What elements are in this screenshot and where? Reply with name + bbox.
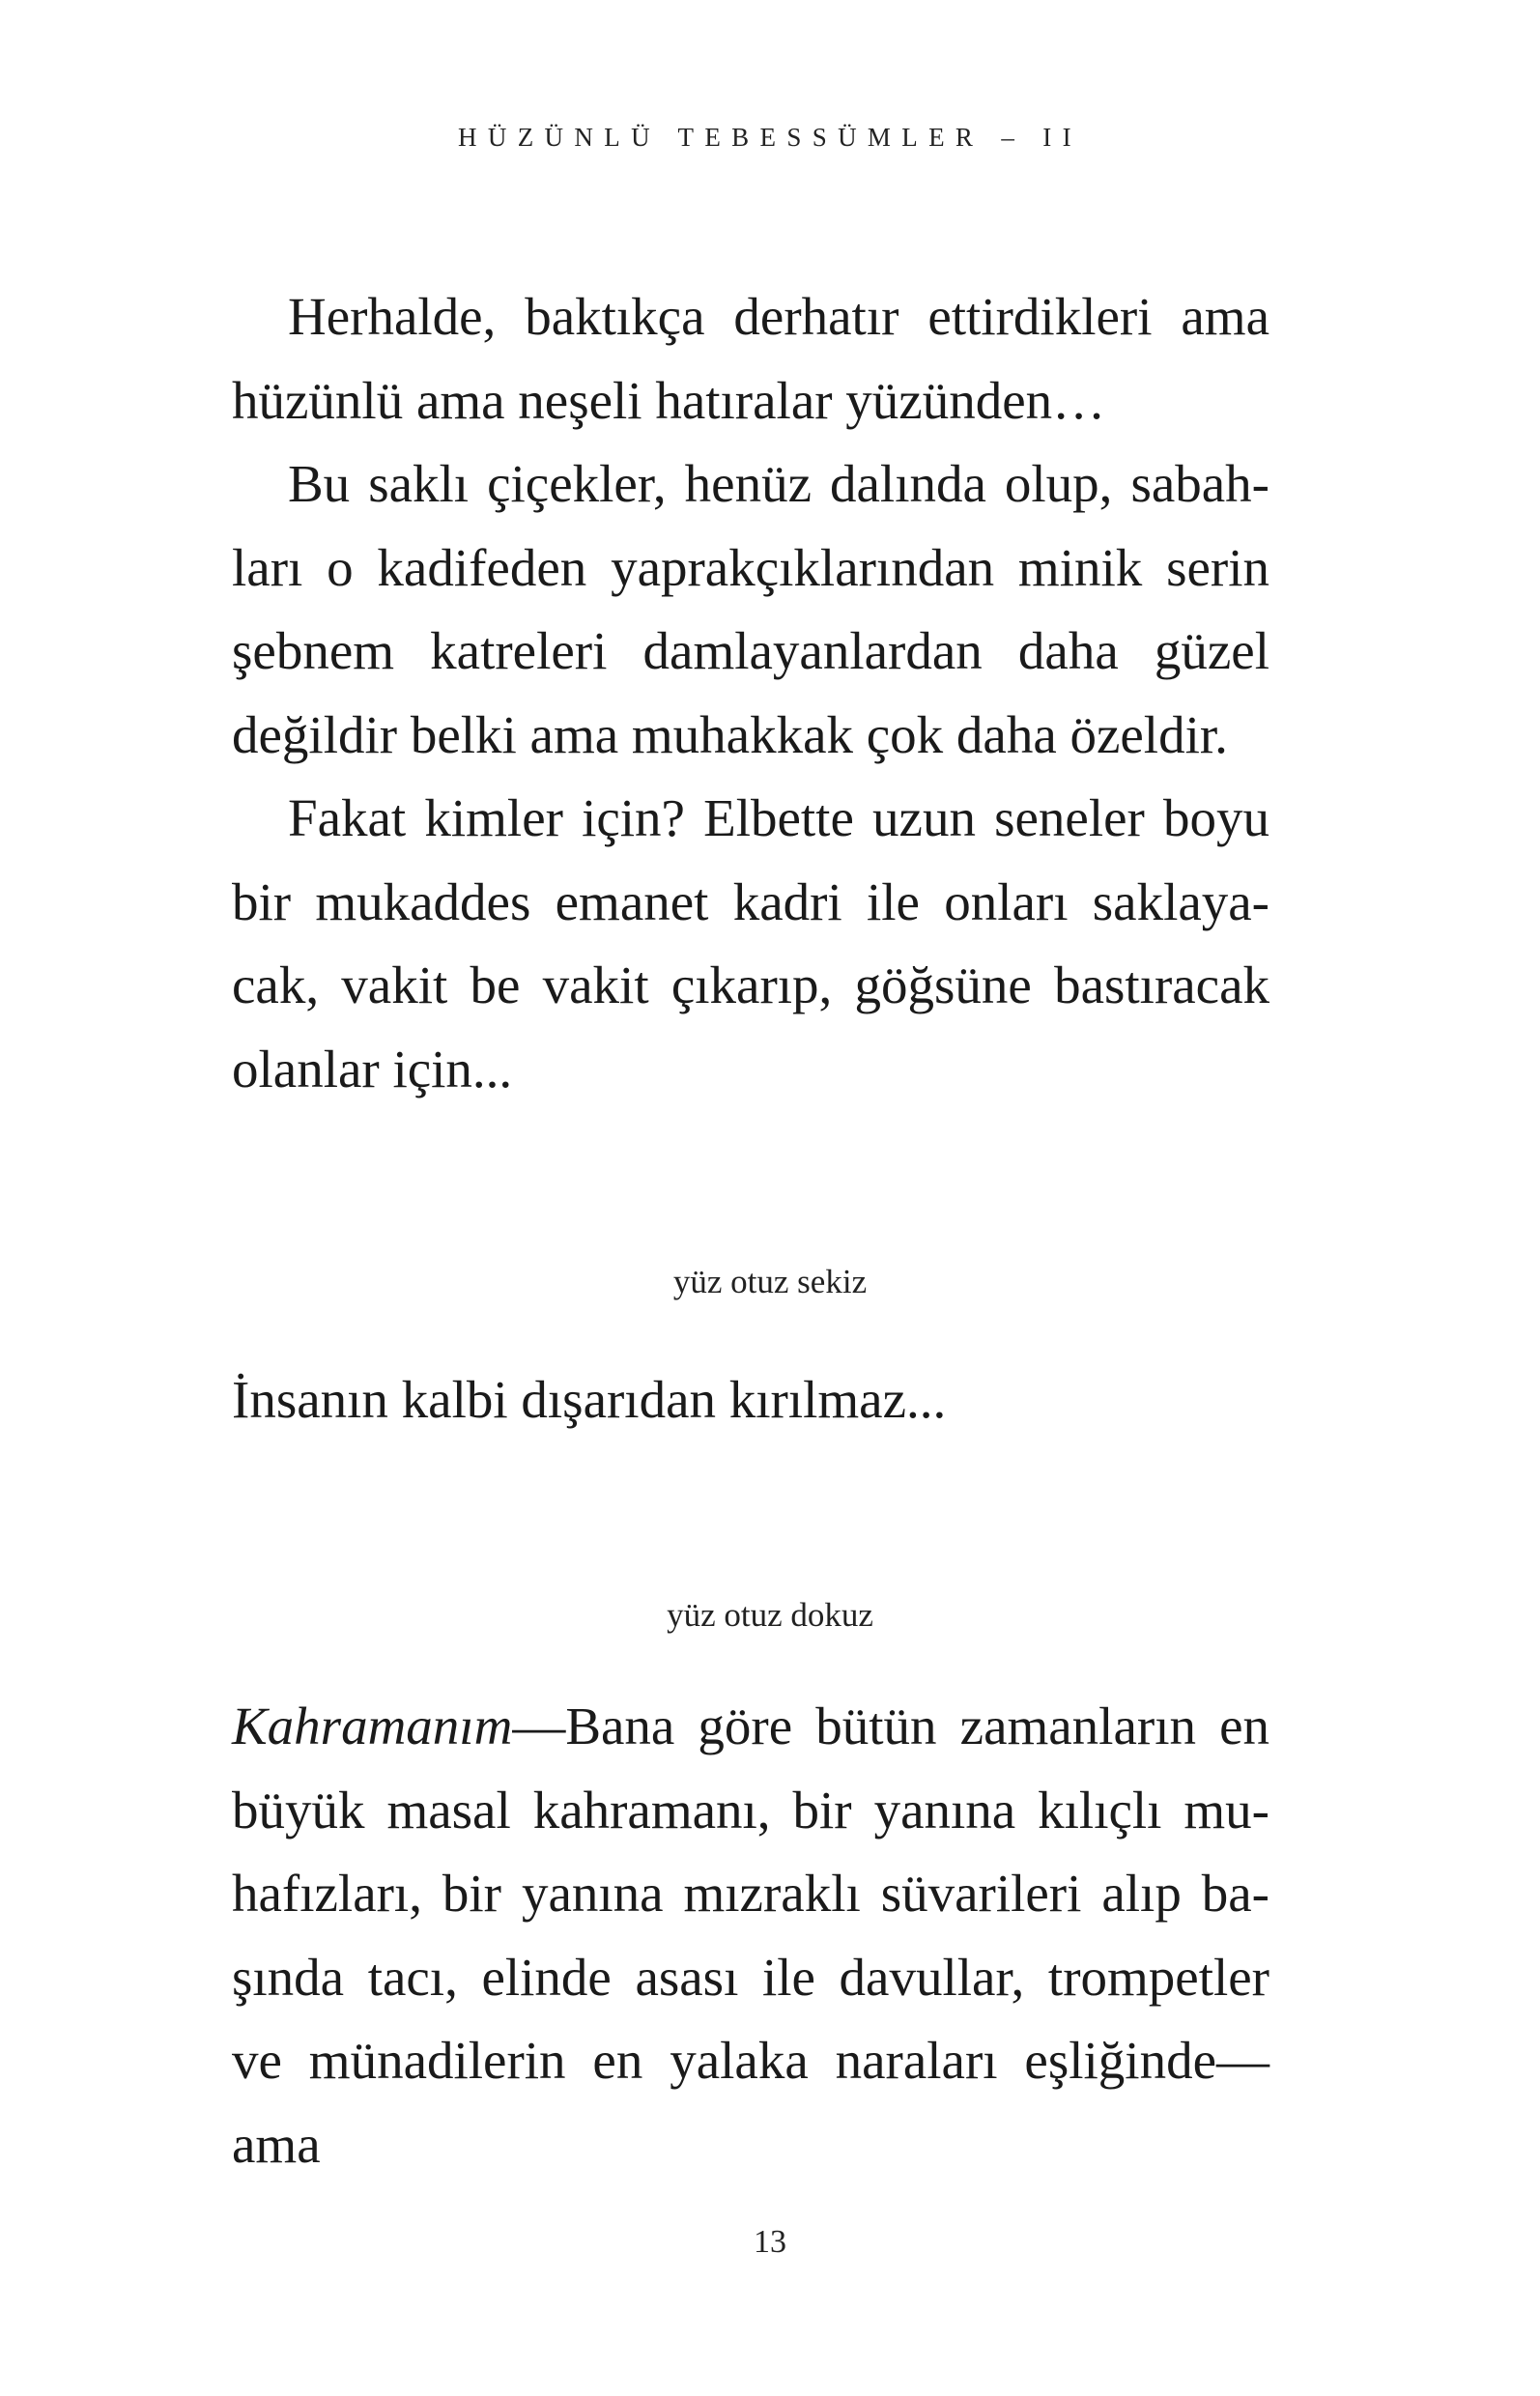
section-1 [232,275,1269,1111]
paragraph-2: Bu saklı çiçekler, henüz dalında olup, sabah-ları o kadifeden yaprakçıklarından minik serin şebnem katreleri damlayanlardan daha güzel değildir belki ama muhakkak çok daha özeldir. [232,454,1269,764]
paragraph-139 [232,1685,1269,2186]
page-number: 13 [754,2224,786,2260]
section-3 [232,1685,1269,2186]
section-title-139: yüz otuz dokuz [667,1596,873,1634]
italic-lead-word: Kahramanım [232,1697,513,1755]
paragraph-3: Fakat kimler için? Elbette uzun seneler boyu bir mukaddes emanet kadri ile onları saklaya-cak, vakit be vakit çıkarıp, göğsüne bastıracak olanlar için... [232,788,1269,1098]
section-title-138: yüz otuz sekiz [672,1263,868,1300]
section-2 [232,1358,1269,1442]
running-head: HÜZÜNLÜ TEBESSÜMLER – II [458,123,1082,152]
paragraph-138: İnsanın kalbi dışarıdan kırılmaz... [232,1370,947,1429]
paragraph-139-text: —Bana göre bütün zamanların en büyük masal kahramanı, bir yanına kılıçlı mu-hafızları, bir yanına mızraklı süvarileri alıp ba-şında tacı, elinde asası ile davullar, trompetler ve münadilerin en yalaka naraları eşliğinde—ama [232,1697,1269,2174]
paragraph-1: Herhalde, baktıkça derhatır ettirdikleri ama hüzünlü ama neşeli hatıralar yüzünden… [232,287,1269,430]
